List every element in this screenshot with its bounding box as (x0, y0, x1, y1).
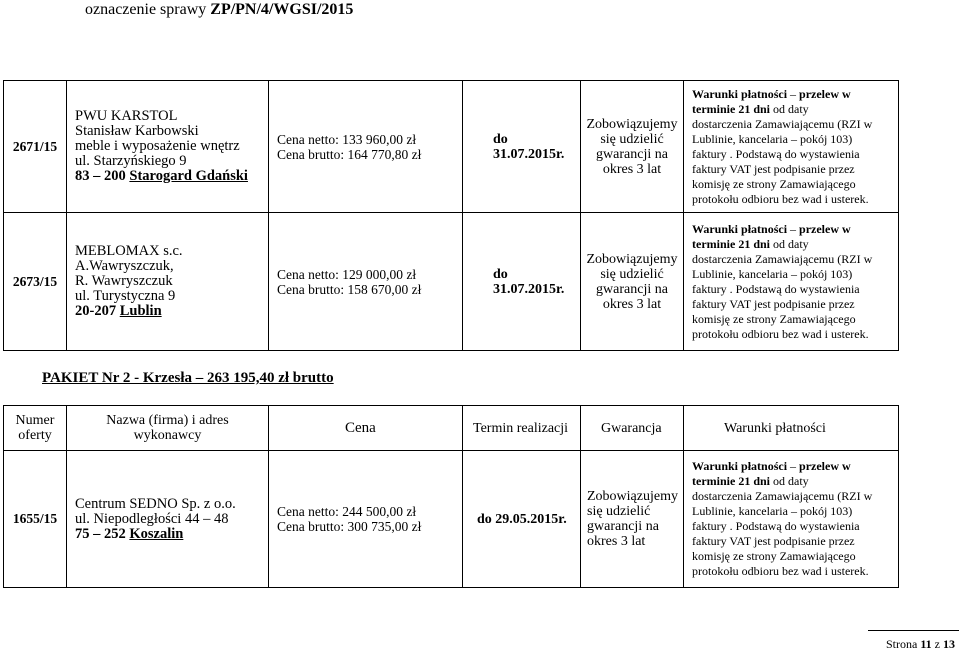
payment-line: od daty (773, 101, 809, 116)
page-sep: z (934, 637, 940, 651)
payment-line: faktury VAT jest podpisanie przez (692, 161, 855, 176)
delivery-term (463, 81, 581, 213)
pakiet-2-table (3, 405, 899, 588)
pakiet-1-table (3, 80, 899, 351)
warranty-line: gwarancji na (596, 146, 668, 162)
payment-line: faktury . Podstawą do wystawienia (692, 519, 860, 533)
col-price: Cena (269, 406, 463, 451)
firm-line: PWU KARSTOL (75, 108, 178, 124)
payment-line: Lublinie, kancelaria – pokój 103) (692, 266, 853, 281)
warranty-line: okres 3 lat (602, 161, 662, 177)
payment-line: dostarczenia Zamawiającemu (RZI w (692, 489, 873, 503)
price (269, 451, 463, 588)
warranty-line: okres 3 lat (602, 296, 662, 312)
payment-line: komisję ze strony Zamawiającego (692, 176, 856, 191)
warranty-line: się udzielić (600, 131, 664, 147)
warranty-line: się udzielić (600, 266, 664, 282)
header-line: oferty (18, 428, 52, 443)
term-do: do (493, 266, 508, 282)
city: Koszalin (129, 525, 184, 542)
case-reference (85, 0, 353, 20)
warranty-line: gwarancji na (596, 281, 668, 297)
city: Starogard Gdański (129, 168, 248, 184)
firm-line: A.Wawryszczuk, (75, 258, 174, 274)
city: Lublin (119, 303, 162, 319)
payment-line: faktury VAT jest podpisanie przez (692, 296, 855, 311)
page-label: Strona (885, 637, 918, 651)
firm-address (75, 304, 268, 319)
payment-line: przelew w (799, 221, 851, 236)
contractor (67, 81, 269, 213)
warranty (581, 213, 684, 351)
warranty-line: Zobowiązujemy (587, 489, 678, 504)
firm-address (75, 527, 268, 542)
term-date: do 29.05.2015r. (477, 511, 567, 527)
term-do: do (493, 131, 508, 147)
payment-line: terminie 21 dni (692, 474, 770, 488)
postal-code: 20-207 (75, 303, 117, 319)
header-line: Nazwa (firma) i adres (106, 413, 229, 428)
warranty-line: Zobowiązujemy (586, 116, 678, 132)
page-number (868, 630, 959, 656)
payment-line: Lublinie, kancelaria – pokój 103) (692, 504, 853, 518)
firm-address (75, 169, 268, 184)
payment-line: faktury . Podstawą do wystawienia (692, 281, 860, 296)
firm-line: ul. Starzyńskiego 9 (75, 153, 187, 169)
warranty (581, 81, 684, 213)
col-number (4, 406, 67, 451)
term-date: 31.07.2015r. (493, 146, 565, 162)
delivery-term (463, 451, 581, 588)
warranty-line: się udzielić (587, 504, 651, 519)
postal-code: 75 – 252 (75, 525, 126, 542)
firm-line: meble i wyposażenie wnętrz (75, 138, 240, 154)
payment-title: Warunki płatności (692, 459, 788, 473)
payment-line: faktury . Podstawą do wystawienia (692, 146, 860, 161)
current-page: 11 (920, 637, 932, 651)
payment-line: przelew w (799, 459, 851, 473)
col-payment: Warunki płatności (684, 406, 899, 451)
payment-line: od daty (773, 474, 809, 488)
payment-line: terminie 21 dni (692, 101, 770, 116)
table-row (4, 451, 899, 588)
offer-number: 1655/15 (4, 451, 67, 588)
firm-line: Stanisław Karbowski (75, 123, 199, 139)
payment-terms: Warunki płatności – przelew w terminie 21 dni od daty dostarczenia Zamawiającemu (RZI w Lublinie, kancelaria – pokój 103) faktury . Podstawą do wystawienia faktury VAT jest podpisanie przez komisję ze strony Zamawiającego protokołu odbioru bez wad i usterek. (684, 451, 899, 588)
payment-line: protokołu odbioru bez wad i usterek. (692, 191, 869, 206)
case-prefix: oznaczenie sprawy (85, 1, 207, 18)
payment-line: od daty (773, 236, 809, 251)
payment-line: przelew w (799, 86, 851, 101)
col-warranty: Gwarancja (581, 406, 684, 451)
header-line: Numer (15, 413, 55, 428)
warranty (581, 451, 684, 588)
payment-line: dostarczenia Zamawiającemu (RZI w (692, 251, 873, 266)
warranty-line: gwarancji na (587, 519, 659, 534)
price (269, 81, 463, 213)
payment-line: komisję ze strony Zamawiającego (692, 549, 856, 563)
payment-title: Warunki płatności (692, 86, 788, 101)
firm-line: R. Wawryszczuk (75, 273, 173, 289)
gross-price: Cena brutto: 300 735,00 zł (277, 519, 422, 534)
payment-line: terminie 21 dni (692, 236, 770, 251)
case-number: ZP/PN/4/WGSI/2015 (210, 1, 354, 18)
delivery-term (463, 213, 581, 351)
payment-line: dostarczenia Zamawiającemu (RZI w (692, 116, 873, 131)
net-price: Cena netto: 133 960,00 zł (277, 131, 417, 147)
gross-price: Cena brutto: 164 770,80 zł (277, 146, 422, 162)
table-header (4, 406, 899, 451)
gross-price: Cena brutto: 158 670,00 zł (277, 281, 422, 297)
payment-terms: Warunki płatności – przelew w terminie 21 dni od daty dostarczenia Zamawiającemu (RZI w Lublinie, kancelaria – pokój 103) faktury . Podstawą do wystawienia faktury VAT jest podpisanie przez komisję ze strony Zamawiającego protokołu odbioru bez wad i usterek. (684, 81, 899, 213)
payment-line: Lublinie, kancelaria – pokój 103) (692, 131, 853, 146)
payment-line: protokołu odbioru bez wad i usterek. (692, 564, 869, 578)
payment-terms: Warunki płatności – przelew w terminie 21 dni od daty dostarczenia Zamawiającemu (RZI w Lublinie, kancelaria – pokój 103) faktury . Podstawą do wystawienia faktury VAT jest podpisanie przez komisję ze strony Zamawiającego protokołu odbioru bez wad i usterek. (684, 213, 899, 351)
firm-line: Centrum SEDNO Sp. z o.o. (75, 495, 236, 512)
firm-line: ul. Turystyczna 9 (75, 288, 176, 304)
table-row (4, 81, 899, 213)
offer-number: 2673/15 (4, 213, 67, 351)
payment-title: Warunki płatności (692, 221, 788, 236)
postal-code: 83 – 200 (75, 168, 126, 184)
warranty-line: Zobowiązujemy (586, 251, 678, 267)
pakiet-2-title: PAKIET Nr 2 - Krzesła – 263 195,40 zł brutto (42, 370, 334, 386)
col-term: Termin realizacji (463, 406, 581, 451)
payment-line: faktury VAT jest podpisanie przez (692, 534, 855, 548)
payment-line: komisję ze strony Zamawiającego (692, 311, 856, 326)
firm-line: ul. Niepodległości 44 – 48 (75, 510, 229, 527)
price (269, 213, 463, 351)
header-line: wykonawcy (133, 428, 202, 443)
offer-number: 2671/15 (4, 81, 67, 213)
col-firm (67, 406, 269, 451)
contractor (67, 451, 269, 588)
total-pages: 13 (943, 637, 955, 651)
contractor (67, 213, 269, 351)
net-price: Cena netto: 129 000,00 zł (277, 266, 417, 282)
firm-line: MEBLOMAX s.c. (75, 243, 183, 259)
warranty-line: okres 3 lat (587, 534, 646, 549)
term-date: 31.07.2015r. (493, 281, 565, 297)
table-row (4, 213, 899, 351)
payment-line: protokołu odbioru bez wad i usterek. (692, 326, 869, 341)
net-price: Cena netto: 244 500,00 zł (277, 504, 417, 519)
